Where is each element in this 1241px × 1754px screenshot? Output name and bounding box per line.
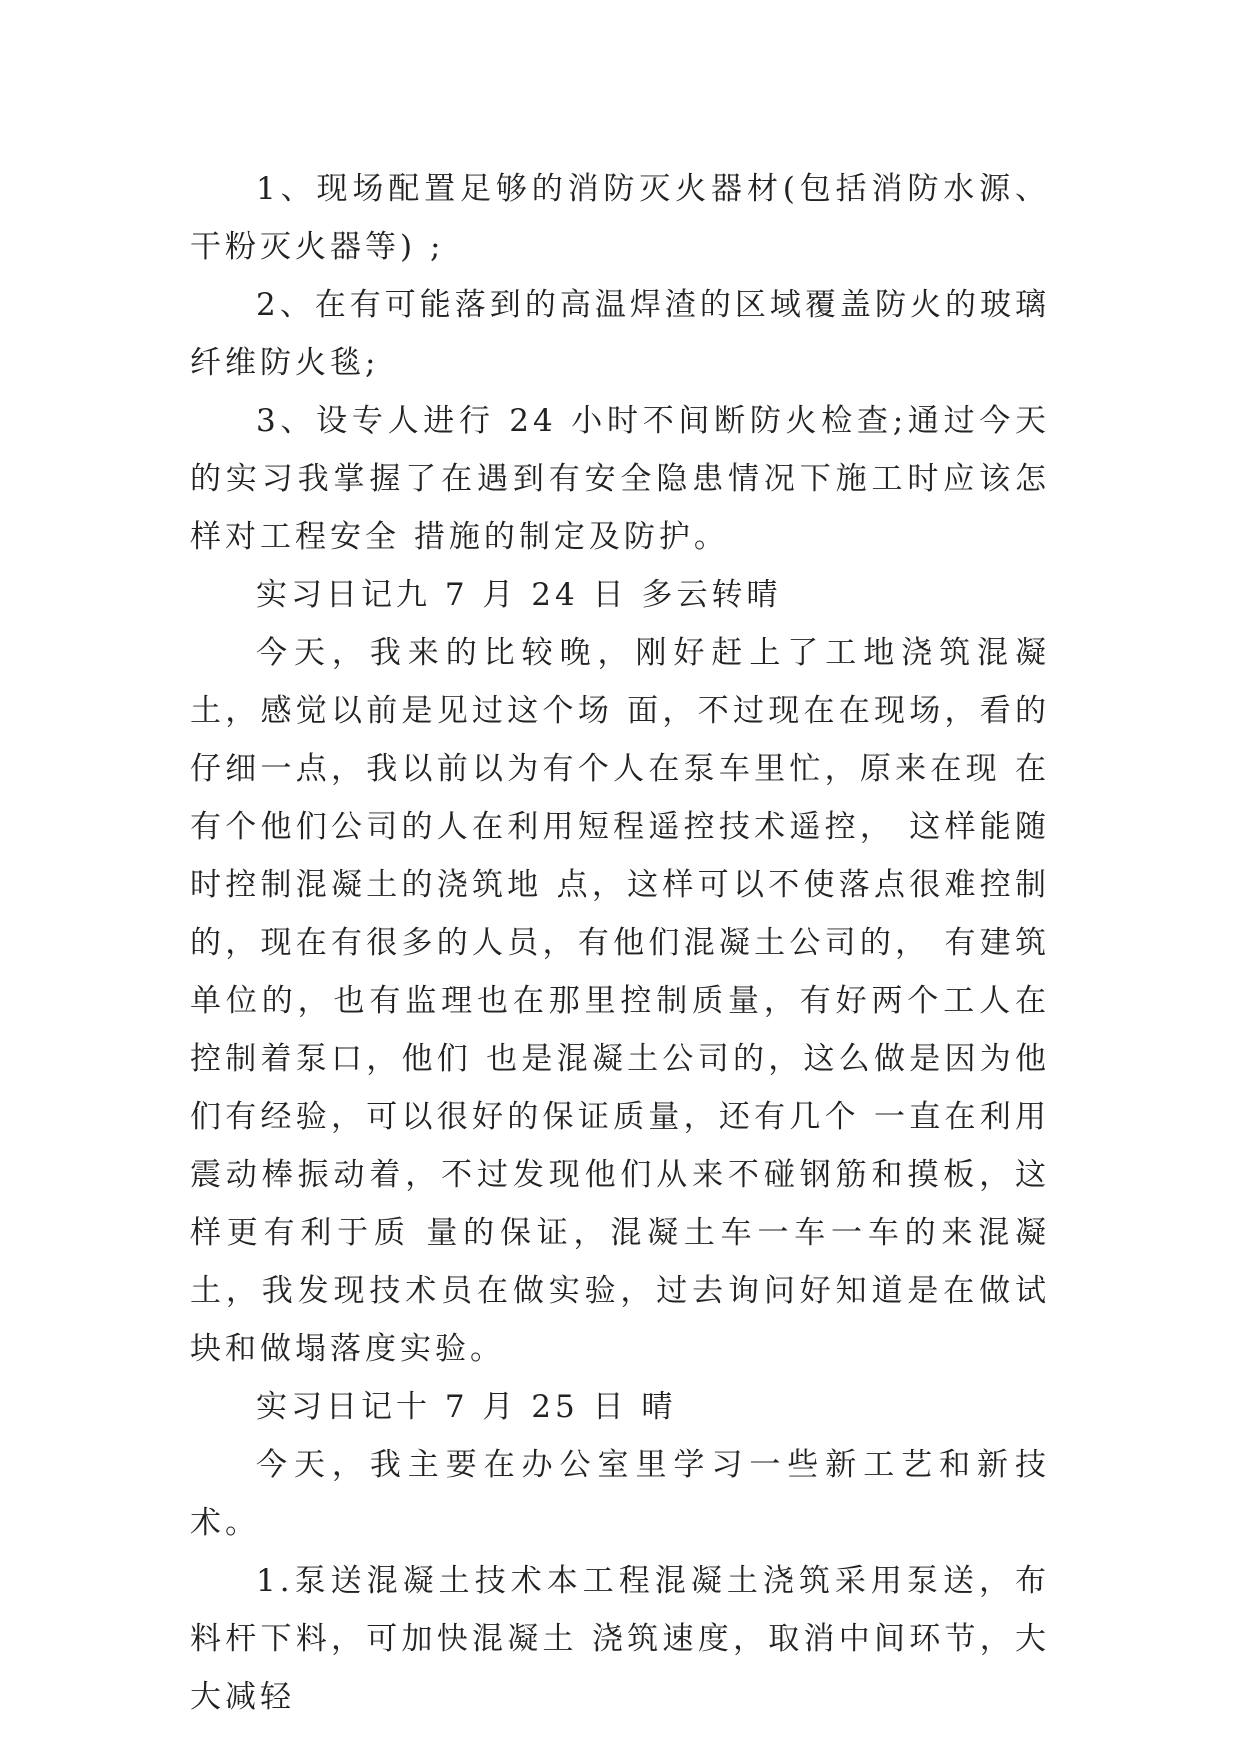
document-body xyxy=(190,160,1050,1726)
paragraph-office-study: 今天，我主要在办公室里学习一些新工艺和新技术。 xyxy=(190,1447,1050,1541)
paragraph-fire-inspection: 3、设专人进行 24 小时不间断防火检查;通过今天的实习我掌握了在遇到有安全隐患情况下施工时应该怎样对工程安全 措施的制定及防护。 xyxy=(190,403,1050,555)
diary-heading-ten: 实习日记十 7 月 25 日 晴 xyxy=(256,1389,677,1425)
paragraph-fire-blanket: 2、在有可能落到的高温焊渣的区域覆盖防火的玻璃纤维防火毯; xyxy=(190,287,1050,381)
paragraph-fire-equipment: 1、现场配置足够的消防灭火器材(包括消防水源、干粉灭火器等) ; xyxy=(190,171,1050,265)
paragraph-pumped-concrete: 1.泵送混凝土技术本工程混凝土浇筑采用泵送，布料杆下料，可加快混凝土 浇筑速度，取消中间环节，大大减轻 xyxy=(190,1563,1050,1715)
paragraph-concrete-pouring: 今天，我来的比较晚，刚好赶上了工地浇筑混凝土，感觉以前是见过这个场 面，不过现在在现场，看的仔细一点，我以前以为有个人在泵车里忙，原来在现 在有个他们公司的人在利用短程遥控技术遥控， 这样能随时控制混凝土的浇筑地 点，这样可以不使落点很难控制的，现在有很多的人员，有他们混凝土公司的， 有建筑单位的，也有监理也在那里控制质量，有好两个工人在控制着泵口，他们 也是混凝土公司的，这么做是因为他们有经验，可以很好的保证质量，还有几个 一直在利用震动棒振动着，不过发现他们从来不碰钢筋和摸板，这样更有利于质 量的保证，混凝土车一车一车的来混凝土，我发现技术员在做实验，过去询问好知道是在做试块和做塌落度实验。 xyxy=(190,635,1050,1367)
diary-heading-nine: 实习日记九 7 月 24 日 多云转晴 xyxy=(256,577,782,613)
